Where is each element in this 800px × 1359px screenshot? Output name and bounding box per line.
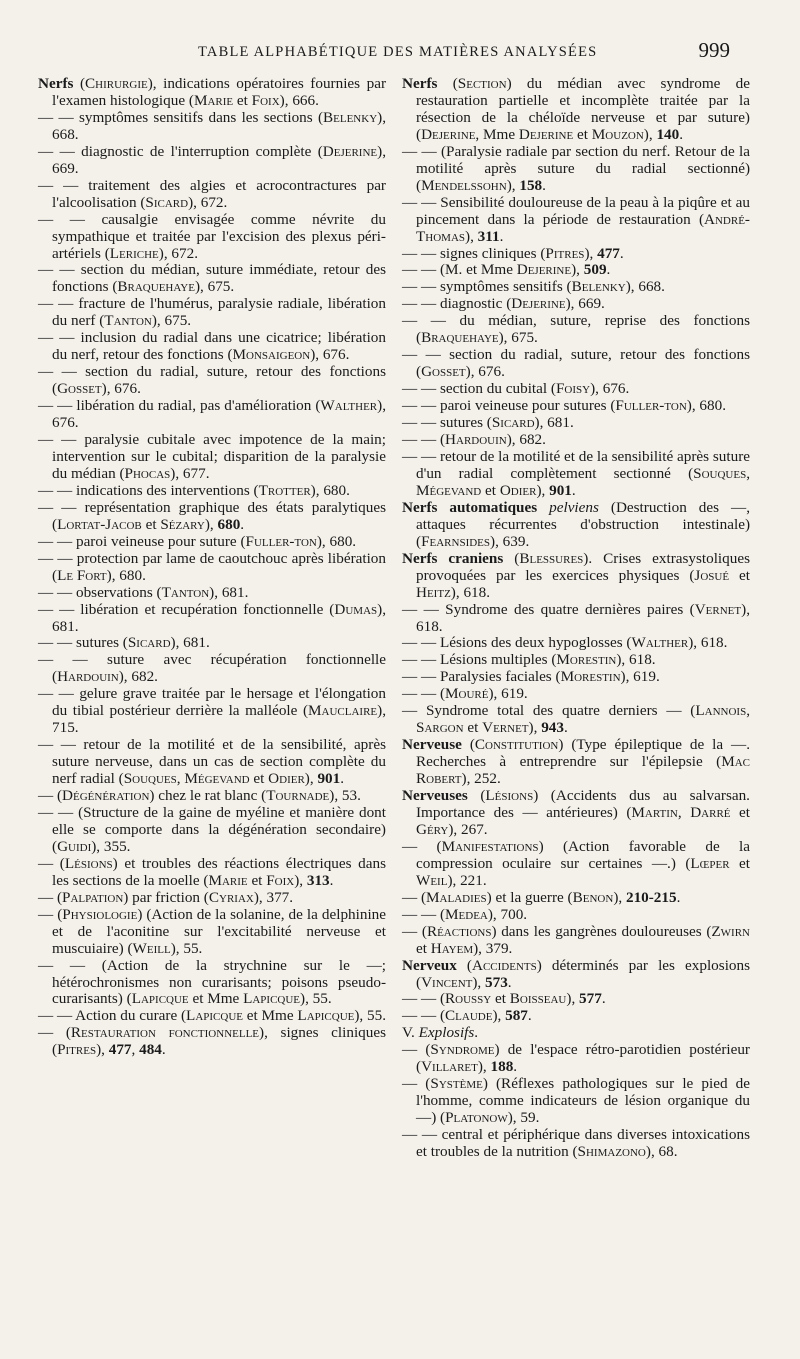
index-entry: — — représentation graphique des états paralytiques (Lortat-Jacob et Sézary), 680. [38,498,386,533]
index-entry: — — (M. et Mme Dejerine), 509. [402,261,611,279]
index-entry: — — inclusion du radial dans une cicatrice; libération du nerf, retour des fonctions (Monsaigeon), 676. [38,329,386,364]
index-entry: — — gelure grave traitée par le hersage et l'élongation du tibial postérieur derrière la malléole (Mauclaire), 715. [38,685,386,737]
index-entry: Nerfs automatiques pelviens (Destruction des —, attaques récurrentes d'obstruction intestinale) (Fearnsides), 639. [402,498,750,550]
index-entry: — — libération et recupération fonctionnelle (Dumas), 681. [38,600,386,635]
index-entry: — — signes cliniques (Pitres), 477. [402,244,624,262]
index-entry: Nerveuse (Constitution) (Type épileptique de la —. Recherches à entreprendre sur l'épilepsie (Mac Robert), 252. [402,736,751,788]
index-entry: — (Lésions) et troubles des réactions électriques dans les sections de la moelle (Marie et Foix), 313. [38,854,386,889]
index-entry: — — Action du curare (Lapicque et Mme Lapicque), 55. [38,1007,387,1025]
index-entry: — — paroi veineuse pour sutures (Fuller-ton), 680. [402,397,727,415]
index-entry: — (Manifestations) (Action favorable de la compression oculaire sur certaines —.) (Lœper et Weil), 221. [402,837,750,889]
index-entry: — Syndrome total des quatre derniers — (Lannois, Sargon et Vernet), 943. [402,702,750,737]
index-entry: — — section du médian, suture immédiate, retour des fonctions (Braquehaye), 675. [38,261,386,296]
index-entry: — — suture avec récupération fonctionnelle (Hardouin), 682. [38,651,386,686]
index-entry: Nerveuses (Lésions) (Accidents dus au salvarsan. Importance des — antérieures) (Martin, Darré et Géry), 267. [402,787,750,838]
index-entry: — — indications des interventions (Trotter), 680. [38,481,350,499]
running-title: TABLE ALPHABÉTIQUE DES MATIÈRES ANALYSÉES [198,44,598,60]
index-entry: — — symptômes sensitifs dans les sections (Belenky), 668. [38,108,386,143]
index-entry: — (Physiologie) (Action de la solanine, de la delphinine et de l'aconitine sur l'excitabilité nerveuse et muscuiaire) (Weill), 55. [38,905,386,957]
index-entry: — — traitement des algies et acrocontractures par l'alcoolisation (Sicard), 672. [38,176,386,211]
index-entry: — — Syndrome des quatre dernières paires (Vernet), 618. [402,600,750,635]
page-header [38,38,730,68]
index-entry: — — Lésions des deux hypoglosses (Walther), 618. [402,634,728,652]
index-entry: — — (Claude), 587. [402,1007,532,1025]
index-entry: — — causalgie envisagée comme névrite du sympathique et traitée par l'excision des plexus péri-artériels (Leriche), 672. [38,210,386,262]
index-entry: — (Dégénération) chez le rat blanc (Tournade), 53. [38,787,361,805]
index-entry: — — retour de la motilité et de la sensibilité, après suture nerveuse, dans un cas de section complète du nerf radial (Souques, Mégevand et Odier), 901. [38,736,386,788]
index-entry: Nerveux (Accidents) déterminés par les explosions (Vincent), 573. [402,956,751,991]
index-entry: — — symptômes sensitifs (Belenky), 668. [402,278,665,296]
index-entry: — — paroi veineuse pour suture (Fuller-ton), 680. [38,532,357,550]
index-entry: — — (Medea), 700. [402,905,528,923]
index-entry: — (Restauration fonctionnelle), signes cliniques (Pitres), 477, 484. [38,1024,386,1059]
index-entry: — — Lésions multiples (Morestin), 618. [402,651,656,669]
index-entry: — — libération du radial, pas d'amélioration (Walther), 676. [38,397,386,432]
index-entry: Nerfs craniens (Blessures). Crises extrasystoliques provoquées par les exercices physiques (Josué et Heitz), 618. [402,549,750,601]
index-entry: — — diagnostic de l'interruption complète (Dejerine), 669. [38,142,386,177]
index-entry: Nerfs (Chirurgie), indications opératoires fournies par l'examen histologique (Marie et Foix), 666. [38,75,386,109]
page-number: 999 [698,38,730,62]
index-entry: — — (Mouré), 619. [402,685,528,703]
index-entry: — — (Roussy et Boisseau), 577. [402,990,606,1008]
index-entry: — — observations (Tanton), 681. [38,583,249,601]
index-entry: — — fracture de l'humérus, paralysie radiale, libération du nerf (Tanton), 675. [38,295,386,330]
index-entry: — — section du radial, suture, retour des fonctions (Gosset), 676. [402,346,750,381]
index-entry: — — Paralysies faciales (Morestin), 619. [402,668,660,686]
index-entry: — — sutures (Sicard), 681. [38,634,210,652]
index-entry: — — (Paralysie radiale par section du nerf. Retour de la motilité après suture du radial sectionné) (Mendelssohn), 158. [402,142,750,194]
index-entry: — — section du cubital (Foisy), 676. [402,380,630,398]
index-entry: — (Maladies) et la guerre (Benon), 210-215. [402,888,681,906]
index-entry: — — Sensibilité douloureuse de la peau à la piqûre et au pincement dans la période de restauration (André-Thomas), 311. [402,193,750,245]
index-entry: — (Système) (Réflexes pathologiques sur le pied de l'homme, comme indicateurs de lésion organique du —) (Platonow), 59. [402,1075,750,1127]
index-column-right [402,76,750,1161]
index-entry: — — (Hardouin), 682. [402,431,546,449]
index-entry: V. Explosifs. [402,1024,479,1042]
index-entry: — (Réactions) dans les gangrènes douloureuses (Zwirn et Hayem), 379. [402,922,750,957]
index-entry: — — (Structure de la gaine de myéline et manière dont elle se comporte dans la dégénération secondaire) (Guidi), 355. [38,803,386,855]
index-entry: Nerfs (Section) du médian avec syndrome de restauration partielle et incomplète traitée par la résection de la chéloïde nerveuse et par suture) (Dejerine, Mme Dejerine et Mouzon), 140. [402,75,751,143]
index-entry: — — protection par lame de caoutchouc après libération (Le Fort), 680. [38,549,386,584]
index-entry: — — diagnostic (Dejerine), 669. [402,295,605,313]
index-entry: — — paralysie cubitale avec impotence de la main; intervention sur le cubital; disparition de la paralysie du médian (Phocas), 677. [38,431,386,482]
index-entry: — — (Action de la strychnine sur le —; hétérochronismes non curarisants; poisons pseudo-curarisants) (Lapicque et Mme Lapicque), 55. [38,956,386,1008]
index-entry: — — retour de la motilité et de la sensibilité après suture d'un radial complètement sectionné (Souques, Mégevand et Odier), 901. [402,447,750,499]
index-entry: — — central et périphérique dans diverses intoxications et troubles de la nutrition (Shimazono), 68. [402,1126,750,1161]
index-entry: — — du médian, suture, reprise des fonctions (Braquehaye), 675. [402,312,750,347]
index-entry: — — section du radial, suture, retour des fonctions (Gosset), 676. [38,363,386,398]
index-entry: — — sutures (Sicard), 681. [402,414,574,432]
index-column-left [38,76,386,1059]
index-entry: — (Palpation) par friction (Cyriax), 377. [38,888,294,906]
index-entry: — (Syndrome) de l'espace rétro-parotidien postérieur (Villaret), 188. [402,1041,750,1076]
